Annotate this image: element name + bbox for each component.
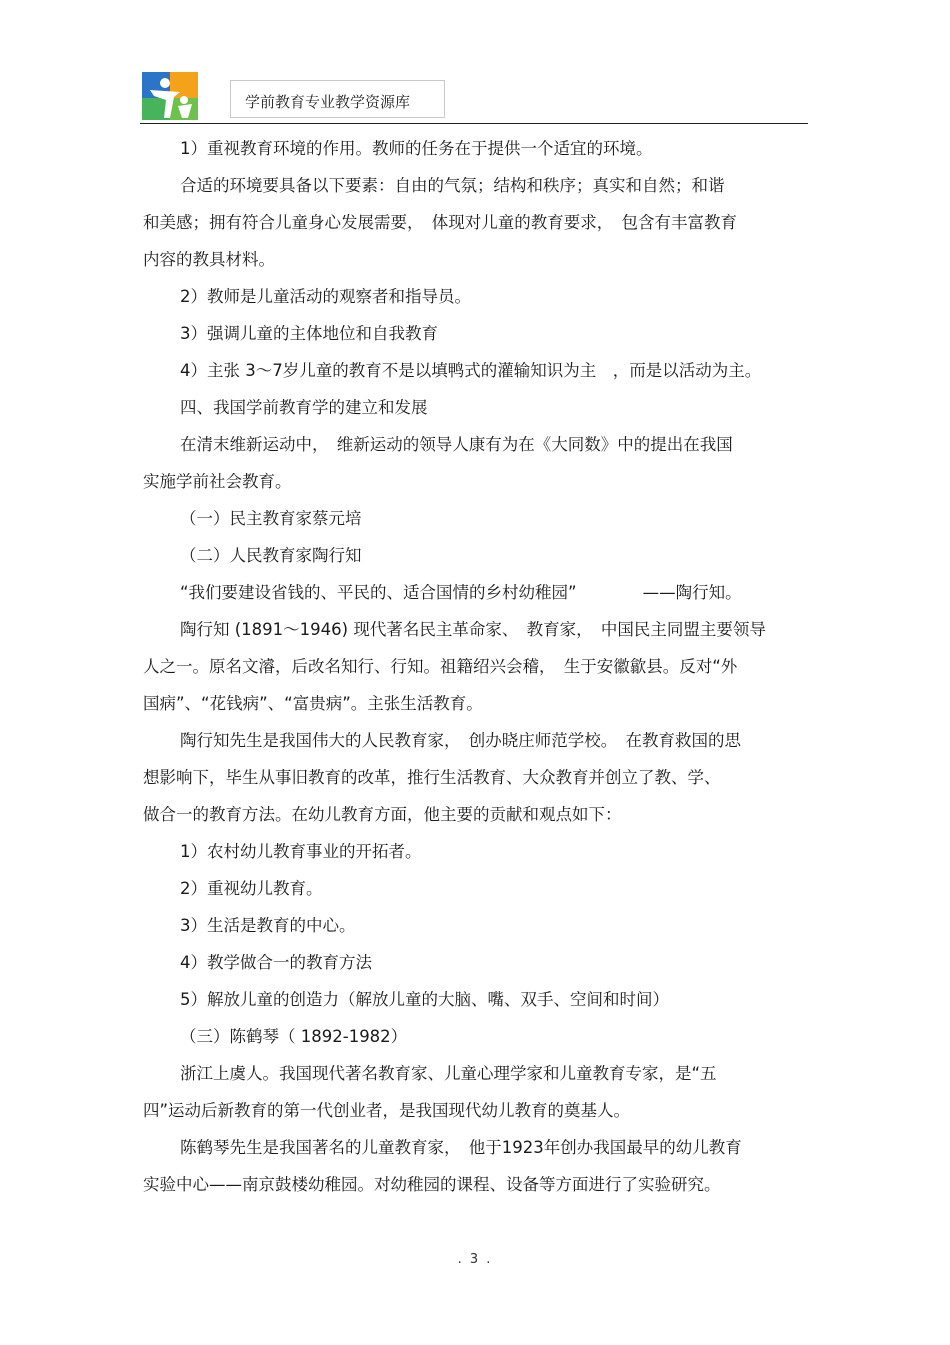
text-line: 2）教师是儿童活动的观察者和指导员。 [180,287,471,306]
text-line: 在清末维新运动中， 维新运动的领导人康有为在《大同数》中的提出在我国 [180,435,733,454]
text-line: 陈鹤琴先生是我国著名的儿童教育家， 他于1923年创办我国最早的幼儿教育 [180,1138,742,1157]
list-item: 4）教学做合一的教育方法 [180,953,372,972]
text-line: 四”运动后新教育的第一代创业者，是我国现代幼儿教育的奠基人。 [143,1101,631,1120]
text-line: 陶行知先生是我国伟大的人民教育家， 创办晓庄师范学校。 在教育救国的思 [180,731,741,750]
page-number: . 3 . [457,1252,493,1267]
page-header [140,70,808,125]
text-line: 浙江上虞人。我国现代著名教育家、儿童心理学家和儿童教育专家，是“五 [180,1064,717,1083]
header-title-box [230,80,445,118]
text-line: 1）重视教育环境的作用。教师的任务在于提供一个适宜的环境。 [180,139,653,158]
text-line: 和美感；拥有符合儿童身心发展需要， 体现对儿童的教育要求， 包含有丰富教育 [143,213,737,232]
subsection-heading: （三）陈鹤琴（ 1892-1982） [180,1027,408,1046]
header-divider [140,123,808,124]
header-title: 学前教育专业教学资源库 [245,93,411,111]
text-line: 实验中心——南京鼓楼幼稚园。对幼稚园的课程、设备等方面进行了实验研究。 [143,1175,721,1194]
list-item: 2）重视幼儿教育。 [180,879,323,898]
text-line: 陶行知 (1891～1946) 现代著名民主革命家、 教育家， 中国民主同盟主要领导 [180,620,766,639]
text-line: 内容的教具材料。 [143,250,275,269]
subsection-heading: （二）人民教育家陶行知 [180,546,362,565]
document-body [143,130,808,1203]
text-line: 想影响下，毕生从事旧教育的改革，推行生活教育、大众教育并创立了教、学、 [143,768,721,787]
text-line: 人之一。原名文濬，后改名知行、行知。祖籍绍兴会稽， 生于安徽歙县。反对“外 [143,657,738,676]
logo-icon [140,70,200,122]
text-line: 实施学前社会教育。 [143,472,292,491]
section-heading: 四、我国学前教育学的建立和发展 [180,398,428,417]
text-line: 合适的环境要具备以下要素：自由的气氛；结构和秩序；真实和自然；和谐 [180,176,725,195]
list-item: 1）农村幼儿教育事业的开拓者。 [180,842,422,861]
text-line: 3）强调儿童的主体地位和自我教育 [180,324,438,343]
list-item: 5）解放儿童的创造力（解放儿童的大脑、嘴、双手、空间和时间） [180,990,669,1009]
text-line: 4）主张 3～7岁儿童的教育不是以填鸭式的灌输知识为主 ，而是以活动为主。 [180,361,762,380]
list-item: 3）生活是教育的中心。 [180,916,356,935]
text-line: 国病”、“花钱病”、“富贵病”。主张生活教育。 [143,694,483,713]
text-line: 做合一的教育方法。在幼儿教育方面，他主要的贡献和观点如下： [143,805,622,824]
subsection-heading: （一）民主教育家蔡元培 [180,509,362,528]
quote-line: “我们要建设省钱的、平民的、适合国情的乡村幼稚园” ——陶行知。 [180,583,742,602]
